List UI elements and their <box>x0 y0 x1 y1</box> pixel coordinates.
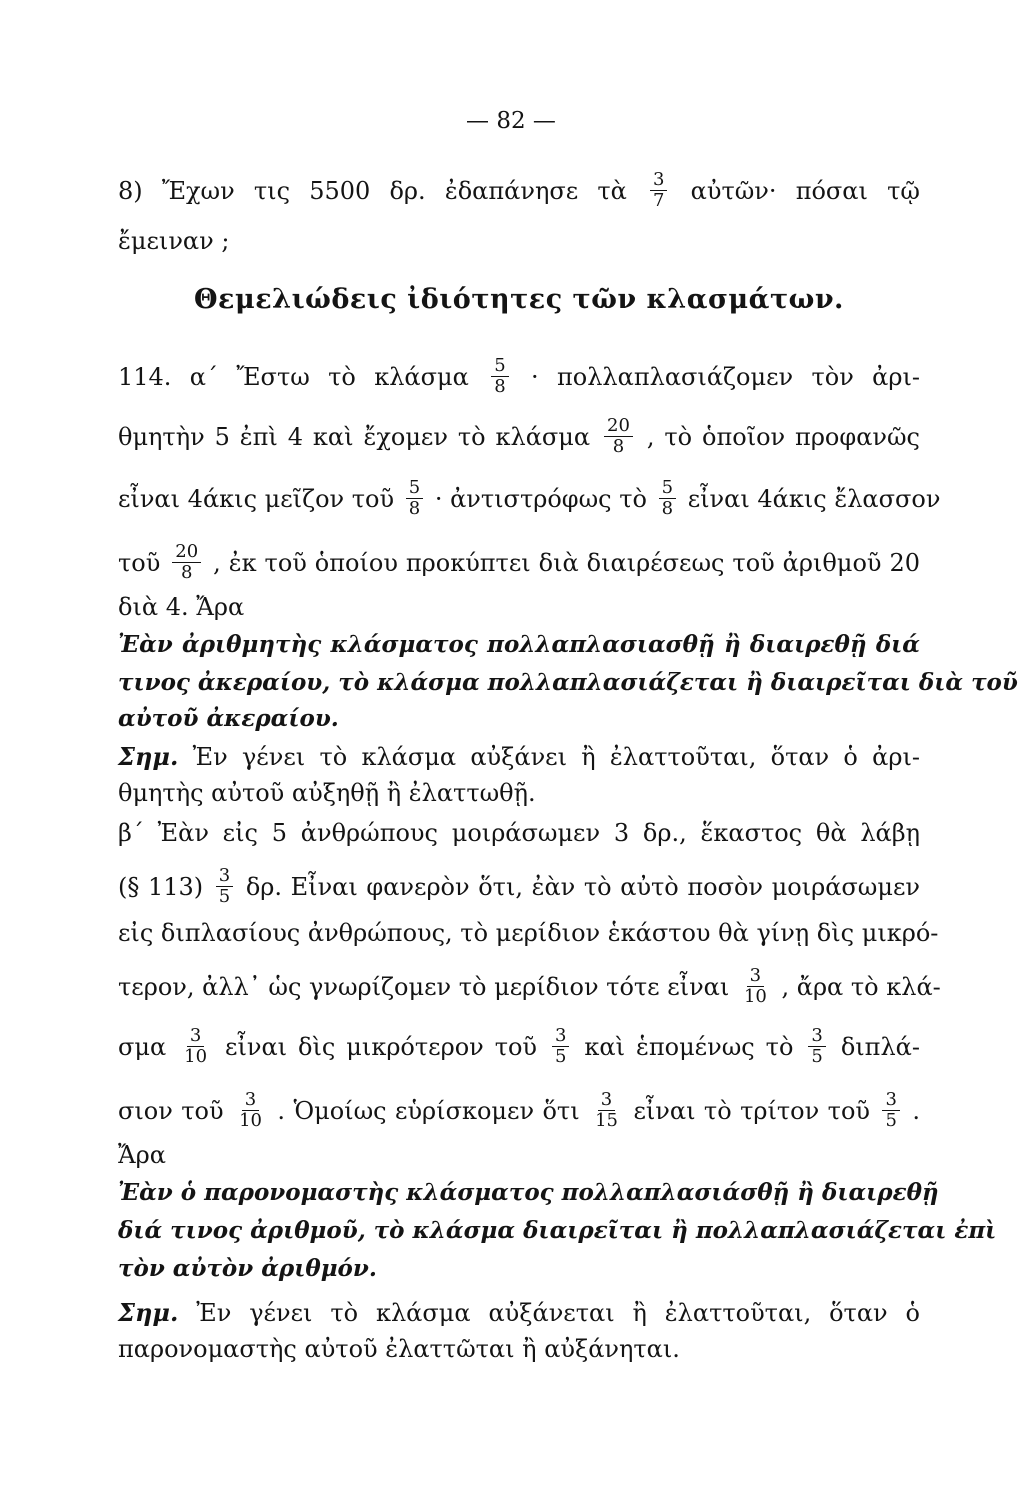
text: Ἐν γένει τὸ κλάσμα αὐξάνει ἢ ἐλαττοῦται, ὅταν ὁ ἀρι- <box>192 743 920 771</box>
para-114-line-5: διὰ 4. Ἄρα <box>118 593 245 621</box>
para-b-line-4 <box>118 965 941 1009</box>
denominator: 5 <box>554 1046 567 1067</box>
denominator: 8 <box>612 436 625 457</box>
text: εἶναι 4άκις ἔλασσον <box>687 485 941 513</box>
rule-1-line-2: τινος ἀκεραίου, τὸ κλάσμα πολλαπλασιάζεται ἢ διαιρεῖται διὰ τοῦ <box>118 669 1018 696</box>
fraction <box>236 1090 265 1131</box>
numerator: 3 <box>882 1090 899 1111</box>
text: καὶ ἑπομένως τὸ <box>584 1033 794 1061</box>
text: · ἀντιστρόφως τὸ <box>434 485 647 513</box>
text: , ἄρα τὸ κλά- <box>781 973 941 1001</box>
text: · πολλαπλασιάζομεν τὸν ἀρι- <box>531 363 920 391</box>
note-1-line-1 <box>118 742 920 772</box>
denominator: 10 <box>743 986 767 1007</box>
text: 8) Ἔχων τις 5500 δρ. ἐδαπάνησε τὰ <box>118 177 627 205</box>
fraction <box>604 416 633 457</box>
text: αὐτῶν· πόσαι τῷ <box>690 177 920 205</box>
fraction <box>552 1026 569 1067</box>
denominator: 8 <box>181 562 193 583</box>
text: δρ. Εἶναι φανερὸν ὅτι, ἐὰν τὸ αὐτὸ ποσὸν μοιράσωμεν <box>245 873 920 901</box>
text: εἶναι τὸ τρίτον τοῦ <box>633 1097 870 1125</box>
problem-8-line-1 <box>118 169 920 213</box>
denominator: 5 <box>885 1110 897 1131</box>
para-114-line-4 <box>118 541 920 585</box>
denominator: 8 <box>408 498 421 519</box>
rule-2-line-3: τὸν αὐτὸν ἀριθμόν. <box>118 1255 377 1282</box>
para-b-line-2 <box>118 865 920 909</box>
para-b-line-1: β΄ Ἐὰν εἰς 5 ἀνθρώπους μοιράσωμεν 3 δρ., ἕκαστος θὰ λάβῃ <box>118 819 920 847</box>
fraction <box>172 542 201 583</box>
text: , τὸ ὁποῖον προφανῶς <box>646 423 920 451</box>
text: . Ὁμοίως εὑρίσκομεν ὅτι <box>277 1097 580 1125</box>
text: 114. α΄ Ἔστω τὸ κλάσμα <box>118 363 469 391</box>
fraction <box>406 478 423 519</box>
denominator: 10 <box>239 1110 262 1131</box>
note-label: Σημ. <box>118 1298 179 1327</box>
text: Ἐν γένει τὸ κλάσμα αὐξάνεται ἢ ἐλαττοῦται, ὅταν ὁ <box>196 1299 920 1327</box>
fraction <box>741 966 770 1007</box>
page-number: — 82 — <box>466 108 556 134</box>
rule-2-line-1: Ἐὰν ὁ παρονομαστὴς κλάσματος πολλαπλασιάσθῇ ἢ διαιρεθῇ <box>118 1179 939 1206</box>
denominator: 15 <box>595 1110 618 1131</box>
denominator: 8 <box>661 498 674 519</box>
note-1-line-2: θμητὴς αὐτοῦ αὐξηθῇ ἢ ἐλαττωθῇ. <box>118 779 536 807</box>
problem-8-line-2: ἔμειναν ; <box>118 227 230 255</box>
text: τερον, ἀλλ᾽ ὡς γνωρίζομεν τὸ μερίδιον τότε εἶναι <box>118 973 730 1001</box>
text: τοῦ <box>118 549 161 577</box>
text: . <box>912 1097 920 1125</box>
denominator: 5 <box>218 886 231 907</box>
numerator: 5 <box>659 478 676 499</box>
text: (§ 113) <box>118 873 204 901</box>
numerator: 3 <box>598 1090 615 1111</box>
numerator: 5 <box>406 478 423 499</box>
rule-2-line-2: διά τινος ἀριθμοῦ, τὸ κλάσμα διαιρεῖται ἢ πολλαπλασιάζεται ἐπὶ <box>118 1217 997 1244</box>
para-b-line-5 <box>118 1025 920 1069</box>
para-114-line-2 <box>118 415 920 459</box>
numerator: 3 <box>747 966 764 987</box>
numerator: 3 <box>552 1026 569 1047</box>
text: εἶναι δὶς μικρότερον τοῦ <box>225 1033 538 1061</box>
numerator: 3 <box>242 1090 259 1111</box>
note-2-line-1 <box>118 1298 920 1328</box>
para-b-line-3: εἰς διπλασίους ἀνθρώπους, τὸ μερίδιον ἑκάστου θὰ γίνῃ δὶς μικρό- <box>118 919 939 947</box>
numerator: 3 <box>650 170 667 191</box>
fraction <box>216 866 233 907</box>
denominator: 8 <box>494 376 506 397</box>
fraction <box>491 356 508 397</box>
para-b-line-7: Ἄρα <box>118 1141 166 1169</box>
numerator: 3 <box>187 1026 204 1047</box>
fraction <box>592 1090 621 1131</box>
text: θμητὴν 5 ἐπὶ 4 καὶ ἔχομεν τὸ κλάσμα <box>118 423 591 451</box>
para-b-line-6 <box>118 1089 920 1133</box>
note-label: Σημ. <box>118 742 179 771</box>
text: , ἐκ τοῦ ὁποίου προκύπτει διὰ διαιρέσεως τοῦ ἀριθμοῦ 20 <box>213 549 920 577</box>
numerator: 20 <box>172 542 201 563</box>
fraction <box>882 1090 899 1131</box>
numerator: 20 <box>604 416 633 437</box>
rule-1-line-3: αὐτοῦ ἀκεραίου. <box>118 705 339 732</box>
numerator: 5 <box>491 356 508 377</box>
text: σμα <box>118 1033 167 1061</box>
denominator: 5 <box>811 1046 823 1067</box>
fraction <box>650 170 667 211</box>
text: σιον τοῦ <box>118 1097 224 1125</box>
para-114-line-3 <box>118 477 941 521</box>
fraction <box>659 478 676 519</box>
text: εἶναι 4άκις μεῖζον τοῦ <box>118 485 395 513</box>
section-heading: Θεμελιώδεις ἰδιότητες τῶν κλασμάτων. <box>194 284 844 315</box>
text: διπλά- <box>840 1033 920 1061</box>
fraction <box>181 1026 210 1067</box>
numerator: 3 <box>216 866 233 887</box>
para-114-line-1 <box>118 355 920 399</box>
denominator: 7 <box>653 190 665 211</box>
denominator: 10 <box>184 1046 208 1067</box>
note-2-line-2: παρονομαστὴς αὐτοῦ ἐλαττῶται ἢ αὐξάνηται. <box>118 1335 680 1363</box>
numerator: 3 <box>808 1026 825 1047</box>
rule-1-line-1: Ἐὰν ἀριθμητὴς κλάσματος πολλαπλασιασθῇ ἢ διαιρεθῇ διά <box>118 631 920 658</box>
fraction <box>808 1026 825 1067</box>
